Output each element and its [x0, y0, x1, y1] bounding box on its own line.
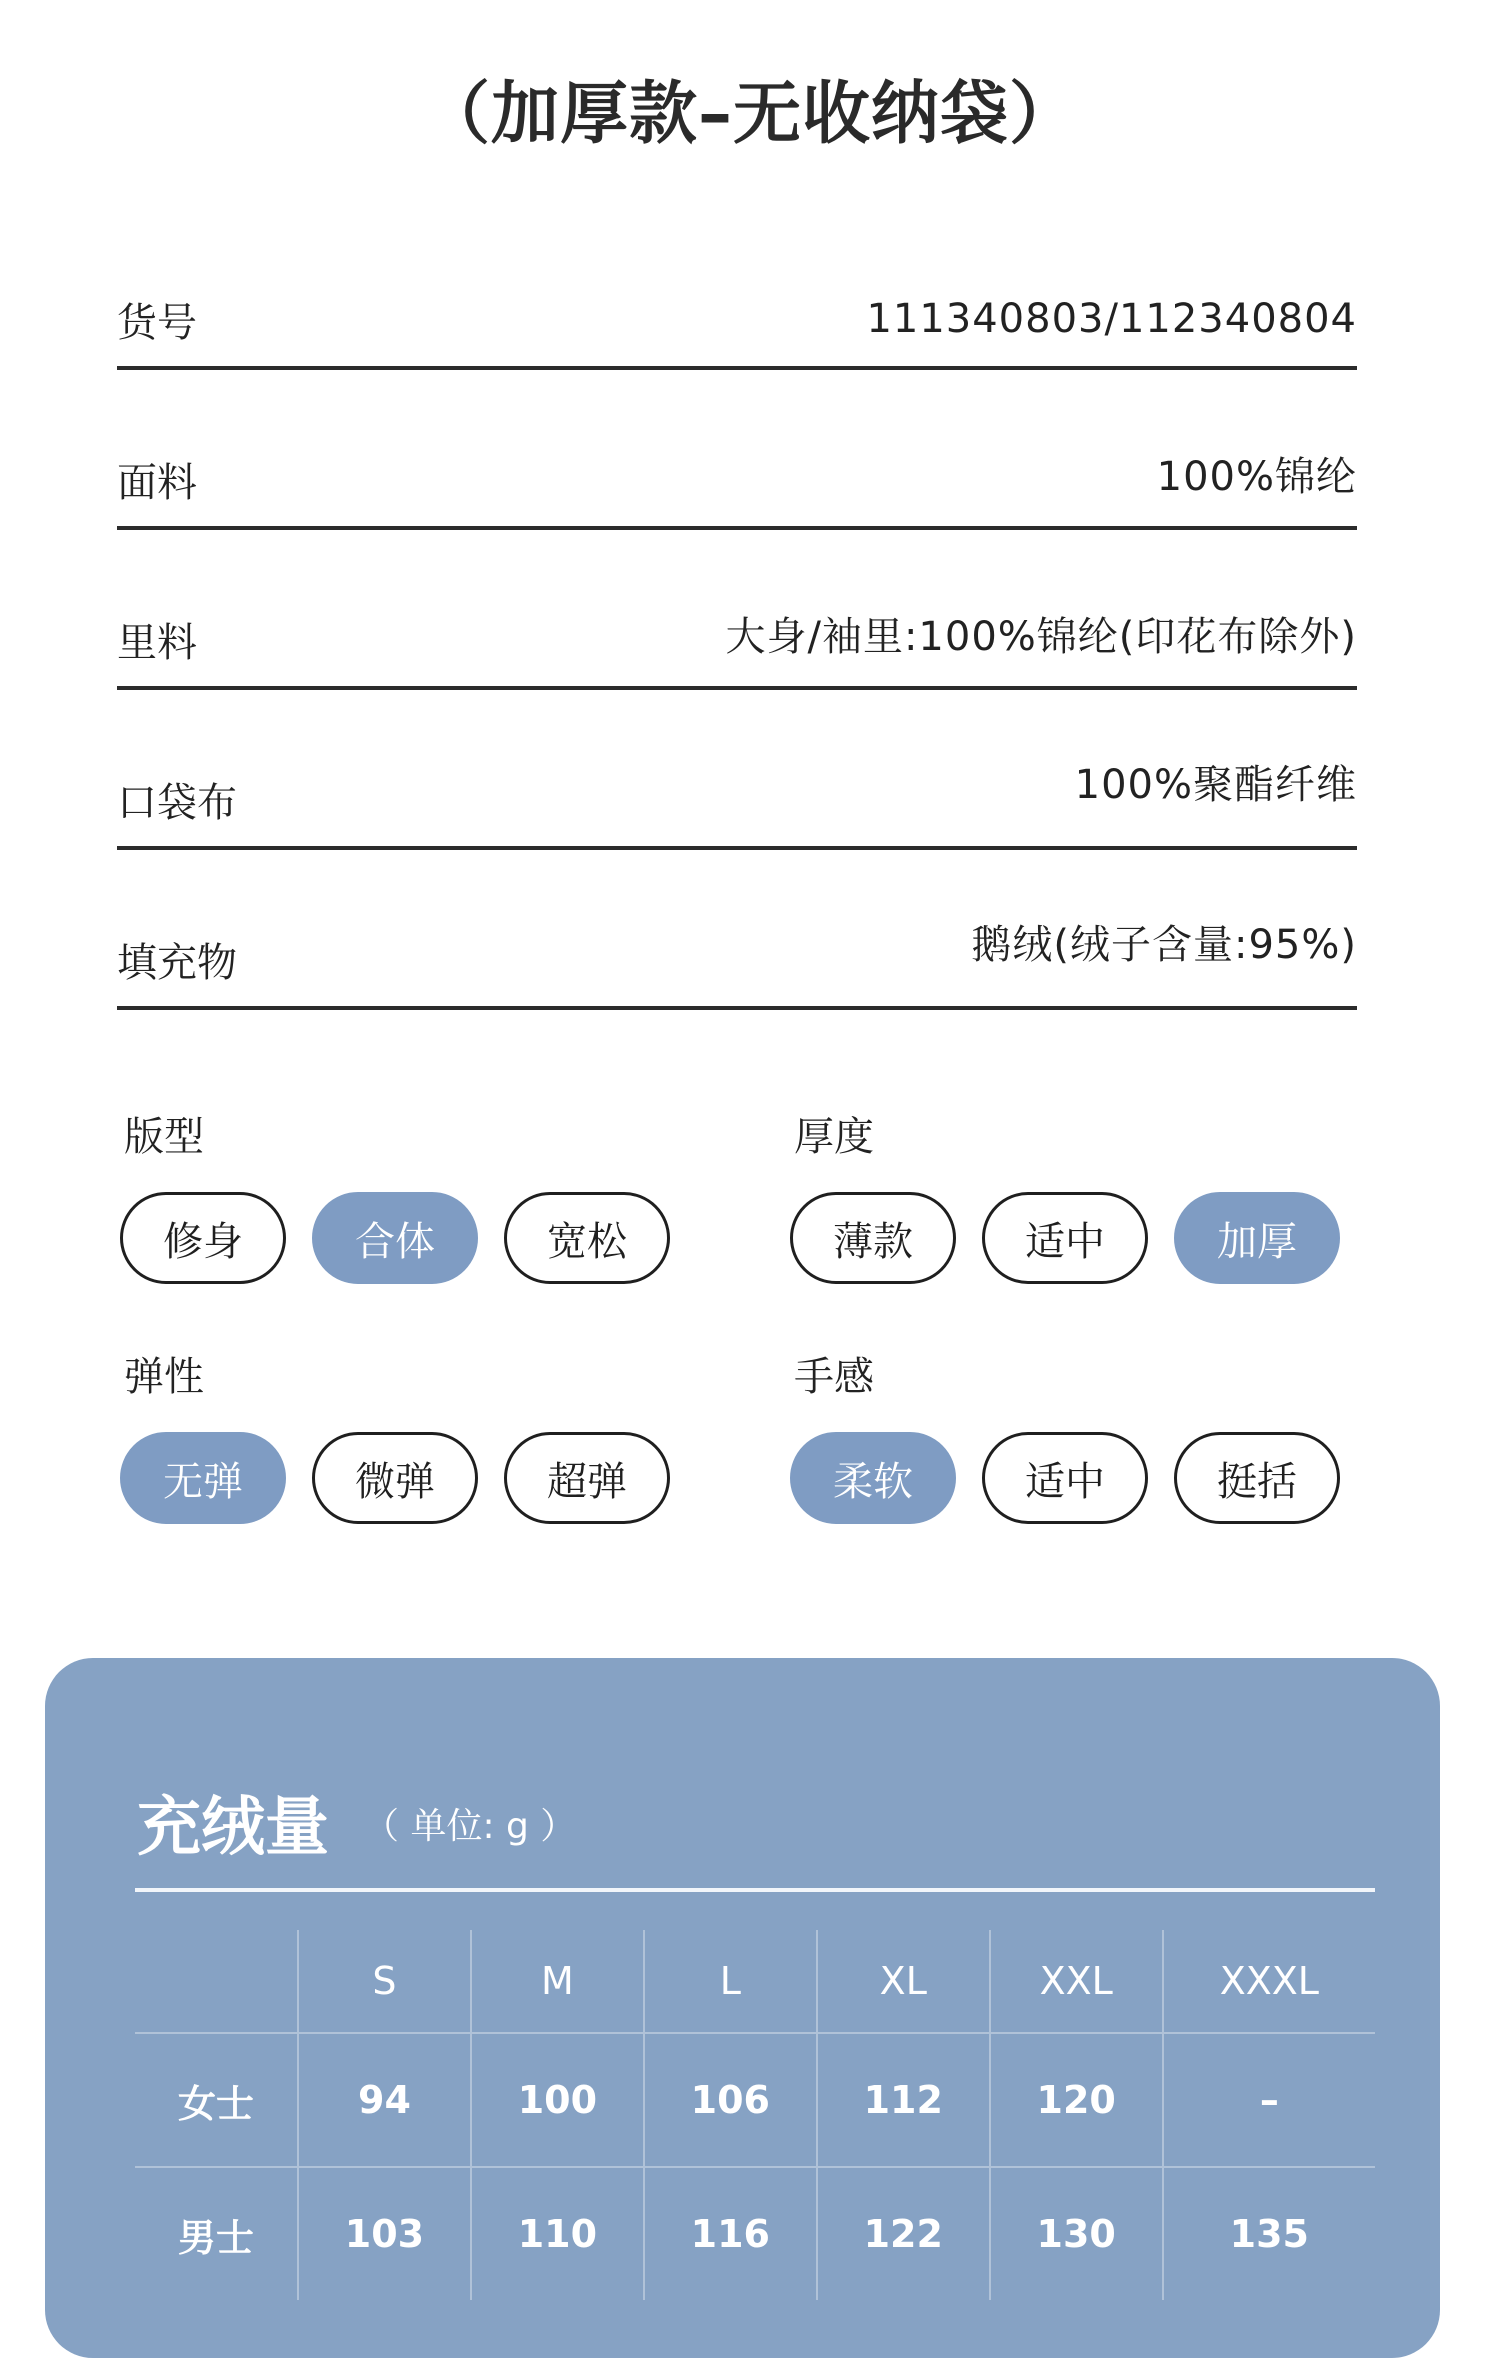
attr-group-elasticity — [120, 1345, 740, 1524]
attr-title: 弹性 — [124, 1354, 204, 1400]
chip-option[interactable]: 微弹 — [312, 1432, 478, 1524]
chip-option[interactable]: 薄款 — [790, 1192, 956, 1284]
spec-row-filling — [117, 858, 1357, 1010]
size-header: XL — [817, 1930, 990, 2033]
chip-option[interactable]: 柔软 — [790, 1432, 956, 1524]
spec-value: 鹅绒(绒子含量:95%) — [971, 922, 1357, 968]
attr-group-feel — [790, 1345, 1410, 1524]
chip-option[interactable]: 适中 — [982, 1432, 1148, 1524]
table-cell: 94 — [298, 2033, 471, 2167]
chip-row — [120, 1432, 740, 1524]
page-title: （加厚款–无收纳袋） — [421, 75, 1078, 154]
divider — [135, 1888, 1375, 1892]
table-cell: 116 — [644, 2167, 817, 2300]
table-cell: 110 — [471, 2167, 644, 2300]
chip-option[interactable]: 加厚 — [1174, 1192, 1340, 1284]
table-cell: 112 — [817, 2033, 990, 2167]
spec-row-pocket-fabric — [117, 698, 1357, 850]
spec-label: 面料 — [117, 460, 197, 506]
chip-row — [790, 1192, 1410, 1284]
size-header: S — [298, 1930, 471, 2033]
spec-label: 货号 — [117, 300, 197, 346]
chip-option[interactable]: 宽松 — [504, 1192, 670, 1284]
attr-title: 手感 — [794, 1354, 874, 1400]
row-label: 女士 — [135, 2033, 298, 2167]
table-cell: 130 — [990, 2167, 1163, 2300]
spec-value: 111340803/112340804 — [866, 296, 1357, 342]
size-header: XXL — [990, 1930, 1163, 2033]
row-label: 男士 — [135, 2167, 298, 2300]
spec-row-item-number — [117, 270, 1357, 370]
corner-cell — [135, 1930, 298, 2033]
table-cell: – — [1163, 2033, 1375, 2167]
table-cell: 106 — [644, 2033, 817, 2167]
chip-option[interactable]: 适中 — [982, 1192, 1148, 1284]
table-cell: 103 — [298, 2167, 471, 2300]
spec-value: 100%锦纶 — [1156, 454, 1357, 500]
spec-value: 大身/袖里:100%锦纶(印花布除外) — [725, 614, 1357, 660]
table-cell: 135 — [1163, 2167, 1375, 2300]
spec-row-lining — [117, 538, 1357, 690]
table-header-row — [135, 1930, 1375, 2033]
table-row — [135, 2167, 1375, 2300]
spec-label: 里料 — [117, 620, 197, 666]
size-header: L — [644, 1930, 817, 2033]
table-cell: 120 — [990, 2033, 1163, 2167]
spec-label: 口袋布 — [117, 780, 237, 826]
attr-group-thickness — [790, 1105, 1410, 1284]
fill-unit: （ 单位: g ） — [363, 1806, 577, 1847]
size-header: XXXL — [1163, 1930, 1375, 2033]
chip-option[interactable]: 超弹 — [504, 1432, 670, 1524]
spec-value: 100%聚酯纤维 — [1074, 762, 1357, 808]
attr-title: 厚度 — [794, 1114, 874, 1160]
table-cell: 100 — [471, 2033, 644, 2167]
down-fill-card — [45, 1658, 1440, 2358]
fill-title: 充绒量 — [137, 1791, 329, 1865]
chip-row — [790, 1432, 1410, 1524]
table-row — [135, 2033, 1375, 2167]
chip-option[interactable]: 挺括 — [1174, 1432, 1340, 1524]
down-fill-table — [135, 1930, 1375, 2300]
spec-label: 填充物 — [117, 940, 237, 986]
spec-list — [117, 270, 1357, 1018]
spec-row-fabric — [117, 378, 1357, 530]
chip-option[interactable]: 修身 — [120, 1192, 286, 1284]
table-cell: 122 — [817, 2167, 990, 2300]
attr-title: 版型 — [124, 1114, 204, 1160]
size-header: M — [471, 1930, 644, 2033]
attr-group-fit — [120, 1105, 740, 1284]
chip-row — [120, 1192, 740, 1284]
chip-option[interactable]: 合体 — [312, 1192, 478, 1284]
chip-option[interactable]: 无弹 — [120, 1432, 286, 1524]
